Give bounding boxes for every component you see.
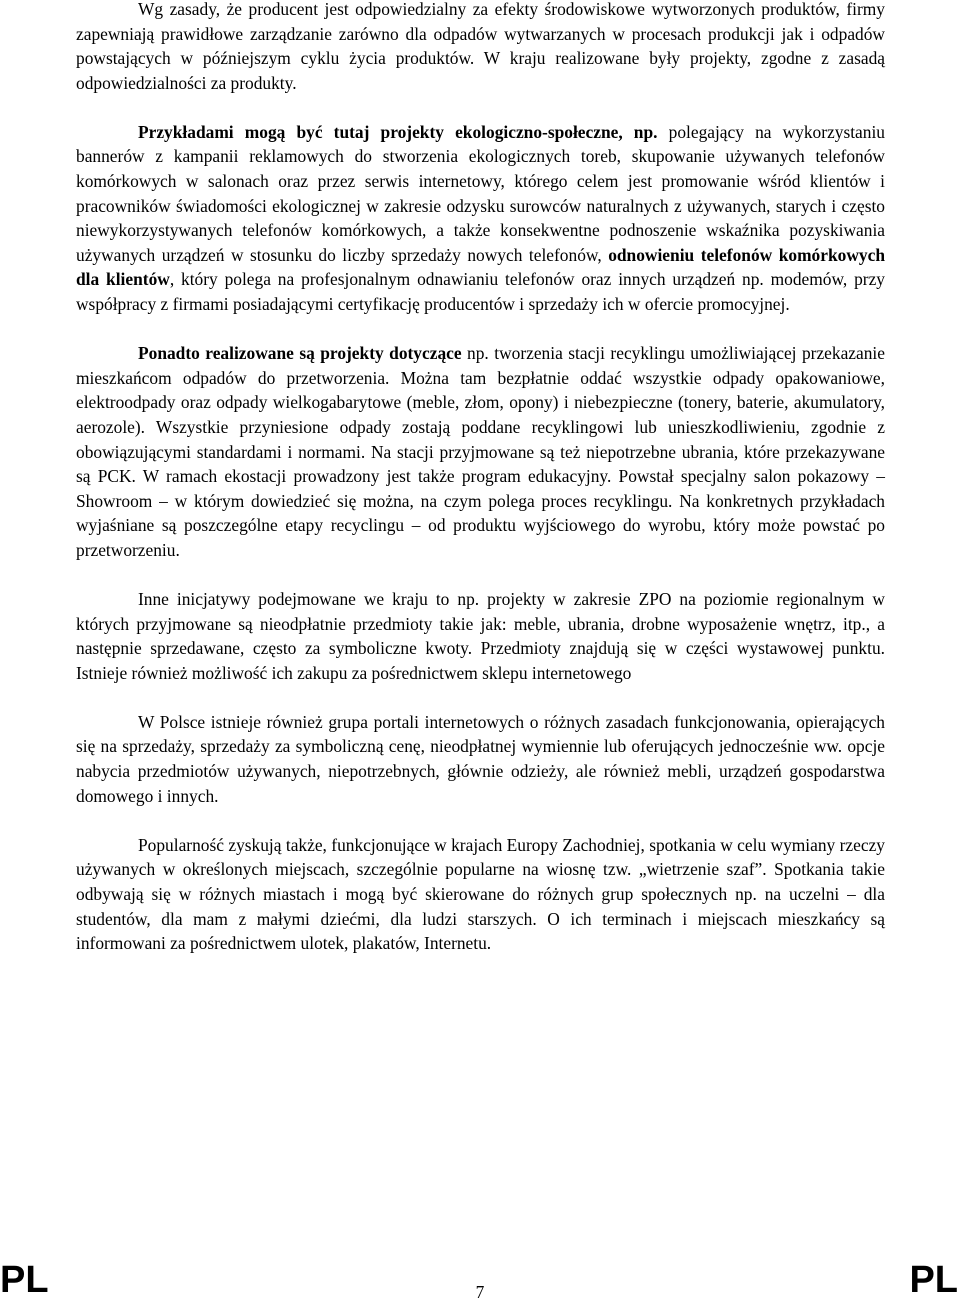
paragraph-text: Wg zasady, że producent jest odpowiedzialny za efekty środowiskowe wytworzonych produktów, firmy zapewniają prawidłowe zarządzanie zarówno dla odpadów wytwarzanych w procesach produkcji jak i odpadów powstających w późniejszym cyklu życia produktów. W kraju realizowane były projekty, zgodne z zasadą odpowiedzialności za produkty. [76, 0, 885, 93]
document-body [76, 0, 885, 980]
page-number: 7 [475, 1282, 485, 1302]
paragraph-bold-intro: Ponadto realizowane są projekty dotyczące [138, 343, 462, 364]
paragraph-text: Popularność zyskują także, funkcjonujące w krajach Europy Zachodniej, spotkania w celu wymiany rzeczy używanych w określonych miejscach, szczególnie popularne na wiosnę tzw. „wietrzenie szaf”. Spotkania takie odbywają się w różnych miastach i mogą być skierowane do różnych grup społecznych np. na uczelni – dla studentów, dla mam z małymi dziećmi, dla ludzi starszych. O ich terminach i miejscach mieszkańcy są informowani za pośrednictwem ulotek, plakatów, Internetu. [76, 834, 885, 954]
paragraph-producer-responsibility [76, 0, 885, 95]
paragraph-text: , który polega na profesjonalnym odnawianiu telefonów oraz innych urządzeń np. modemów, przy współpracy z firmami posiadającymi certyfikację producentów i sprzedaży ich w ofercie promocyjnej. [76, 269, 885, 315]
paragraph-bold-intro: Przykładami mogą być tutaj projekty ekologiczno-społeczne, np. [138, 121, 658, 142]
paragraph-text: np. tworzenia stacji recyklingu umożliwiającej przekazanie mieszkańcom odpadów do przetworzenia. Można tam bezpłatnie oddać wszystkie odpady opakowaniowe, elektroodpady oraz odpady wielkogabarytowe (meble, złom, opony) i niebezpieczne (tonery, baterie, akumulatory, aerozole). Wszystkie przyniesione odpady zostają poddane recyklingowi lub unieszkodliwieniu, zgodnie z obowiązującymi standardami i normami. Na stacji przyjmowane są też niepotrzebne ubrania, które przekazywane są PCK. W ramach ekostacji prowadzony jest także program edukacyjny. Powstał specjalny salon pokazowy – Showroom – w którym dowiedzieć się można, na czym polega proces recyklingu. Na konkretnych przykładach wyjaśniane są poszczególne etapy recyclingu – od produktu wyjściowego do wyrobu, który może powstać po przetworzeniu. [76, 343, 885, 560]
paragraph-text: polegający na wykorzystaniu bannerów z kampanii reklamowych do stworzenia ekologicznych toreb, skupowanie używanych telefonów komórkowych w salonach oraz przez serwis internetowy, którego celem jest promowanie wśród klientów i pracowników świadomości ekologicznej w zakresie odzysku surowców naturalnych z używanych, starych i często niewykorzystywanych telefonów komórkowych, a także konsekwentne podnoszenie wskaźnika pozyskiwania używanych urządzeń w stosunku do liczby sprzedaży nowych telefonów, [76, 121, 885, 265]
paragraph-text: W Polsce istnieje również grupa portali internetowych o różnych zasadach funkcjonowania, opierających się na sprzedaży, sprzedaży za symboliczną cenę, nieodpłatnej wymiennie lub oferujących jednocześnie ww. opcje nabycia przedmiotów używanych, niepotrzebnych, głównie odzieży, ale również mebli, urządzeń gospodarstwa domowego i innych. [76, 711, 885, 806]
footer-left-mark: PL [0, 1259, 49, 1301]
paragraph-recycling-station [76, 341, 885, 562]
paragraph-web-portals [76, 710, 885, 808]
paragraph-swap-meetings [76, 833, 885, 956]
paragraph-text: Inne inicjatywy podejmowane we kraju to np. projekty w zakresie ZPO na poziomie regionalnym w których przyjmowane są nieodpłatnie przedmioty takie jak: meble, ubrania, drobne wyposażenie wnętrz, itp., a następnie sprzedawane, często za symboliczne kwoty. Przedmioty znajdują się w części wystawowej punktu. Istnieje również możliwość ich zakupu za pośrednictwem sklepu internetowego [76, 588, 885, 683]
paragraph-other-initiatives [76, 587, 885, 685]
paragraph-bold-phrase: odnowieniu telefonów komórkowych dla klientów [76, 244, 885, 290]
footer-right-mark: PL [909, 1259, 958, 1301]
paragraph-eco-social-projects [76, 120, 885, 317]
